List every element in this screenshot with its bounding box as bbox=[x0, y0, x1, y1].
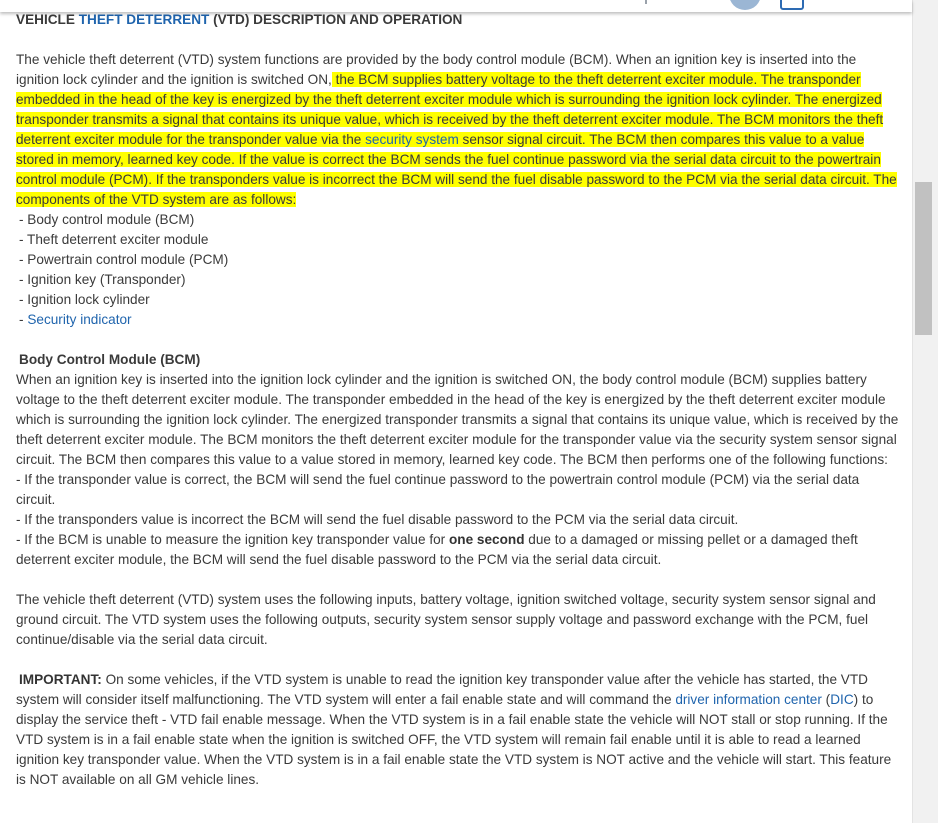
important-paragraph bbox=[16, 670, 900, 790]
bcm-function-item: - If the transponder value is correct, the BCM will send the fuel continue password to the powertrain control module (PCM) via the serial data circuit. bbox=[16, 472, 860, 507]
list-bullet: - bbox=[19, 312, 28, 327]
list-item: - Theft deterrent exciter module bbox=[19, 232, 209, 247]
document-body bbox=[16, 10, 900, 790]
dic-link[interactable]: DIC bbox=[830, 692, 854, 707]
intro-text: The vehicle theft deterrent (VTD) system functions are provided by the body control module (BCM). When an ignition key is inserted into the ignition lock cylinder and the ignition is switched ON, bbox=[16, 52, 857, 87]
highlighted-text-3: o the PCM via the serial data circuit. The components of the VTD system are as follows: bbox=[16, 172, 897, 207]
bcm-paragraph: When an ignition key is inserted into the ignition lock cylinder and the ignition is switched ON, the body control module (BCM) supplies battery voltage to the theft deterrent exciter module. The transponder embedded in the head of the key is energized by the theft deterrent exciter module which is surrounding the ignition lock cylinder. The energized transponder transmits a signal that contains its unique value, which is received by the theft deterrent exciter module. The BCM monitors the theft deterrent exciter module for the transponder value via the security system sensor signal circuit. The BCM then compares this value to a value stored in memory, learned key code. The BCM then performs one of the following functions: bbox=[16, 372, 899, 467]
highlighted-text: the BCM supplies battery voltage to the theft deterrent exciter module. The transponder embedded in the head of the key is energized by the theft deterrent exciter module which is surrounding the ignition lock cylinder. The energized transponder transmits a signal that contains its unique value, which is received by the theft deterrent exciter module. The BCM monitors the theft deterrent exciter module for the transponder value via the bbox=[16, 72, 884, 147]
inputs-paragraph: The vehicle theft deterrent (VTD) system uses the following inputs, battery voltage, ignition switched voltage, security system sensor signal and ground circuit. The VTD system uses the following outputs, security system sensor supply voltage and password exchange with the PCM, fuel continue/disable via the serial data circuit. bbox=[16, 592, 876, 647]
title-text: VEHICLE bbox=[16, 12, 79, 27]
title-text-end: (VTD) DESCRIPTION AND OPERATION bbox=[209, 12, 463, 27]
list-item bbox=[16, 310, 900, 330]
item-text: - If the BCM is unable to measure the ignition key transponder value for bbox=[16, 532, 449, 547]
important-text-2: ( bbox=[821, 692, 831, 707]
important-text: On some vehicles, if the VTD system is unable to read the ignition key transponder value after the vehicle has started, the VTD system will consider itself malfunctioning. The VTD system will enter a fail enable state and will command the bbox=[16, 672, 868, 707]
top-toolbar bbox=[0, 0, 912, 12]
theft-deterrent-link[interactable]: THEFT DETERRENT bbox=[78, 12, 210, 27]
notification-icon[interactable] bbox=[780, 0, 804, 10]
avatar[interactable] bbox=[729, 0, 761, 10]
page-title bbox=[16, 10, 900, 30]
components-list bbox=[16, 210, 900, 330]
security-system-link[interactable]: security system bbox=[365, 132, 459, 147]
scrollbar-thumb[interactable] bbox=[915, 182, 932, 335]
bcm-heading: Body Control Module (BCM) bbox=[19, 352, 201, 367]
intro-paragraph bbox=[16, 50, 900, 210]
bcm-function-item: - If the transponders value is incorrect the BCM will send the fuel disable password to the PCM via the serial data circuit. bbox=[16, 512, 739, 527]
driver-information-center-link[interactable]: driver information center bbox=[675, 692, 822, 707]
bold-text: one second bbox=[448, 532, 525, 547]
item-text-end: due to a damaged or missing pellet or a damaged theft deterrent exciter module, the BCM will send the fuel disable password to the PCM via the serial data circuit. bbox=[16, 532, 858, 567]
vertical-scrollbar[interactable] bbox=[912, 0, 938, 823]
list-item: - Ignition lock cylinder bbox=[19, 292, 150, 307]
bcm-function-item bbox=[16, 530, 900, 570]
list-item: - Powertrain control module (PCM) bbox=[19, 252, 229, 267]
highlighted-text-2: sensor signal circuit. The BCM then compares this value to a value stored in memory, learned key code. If the value is correct the BCM sends the fuel continue password via the serial data circuit to the powertrain control module (PCM). If the transponders value is incorrect the BCM will send the fuel disable password t bbox=[16, 132, 881, 187]
important-label: IMPORTANT: bbox=[19, 672, 102, 687]
list-item: - Body control module (BCM) bbox=[19, 212, 195, 227]
toolbar-separator bbox=[645, 0, 647, 4]
security-indicator-link[interactable]: Security indicator bbox=[27, 312, 132, 327]
important-text-3: ) to display the service theft - VTD fail enable message. When the VTD system is in a fail enable state the vehicle will NOT stall or stop running. If the VTD system is in a fail enable state when the ignition is switched OFF, the VTD system will remain fail enable until it is able to read a learned ignition key transponder value. When the VTD system is in a fail enable state the VTD system is NOT active and the vehicle will start. This feature is NOT available on all GM vehicle lines. bbox=[16, 692, 892, 787]
list-item: - Ignition key (Transponder) bbox=[19, 272, 186, 287]
